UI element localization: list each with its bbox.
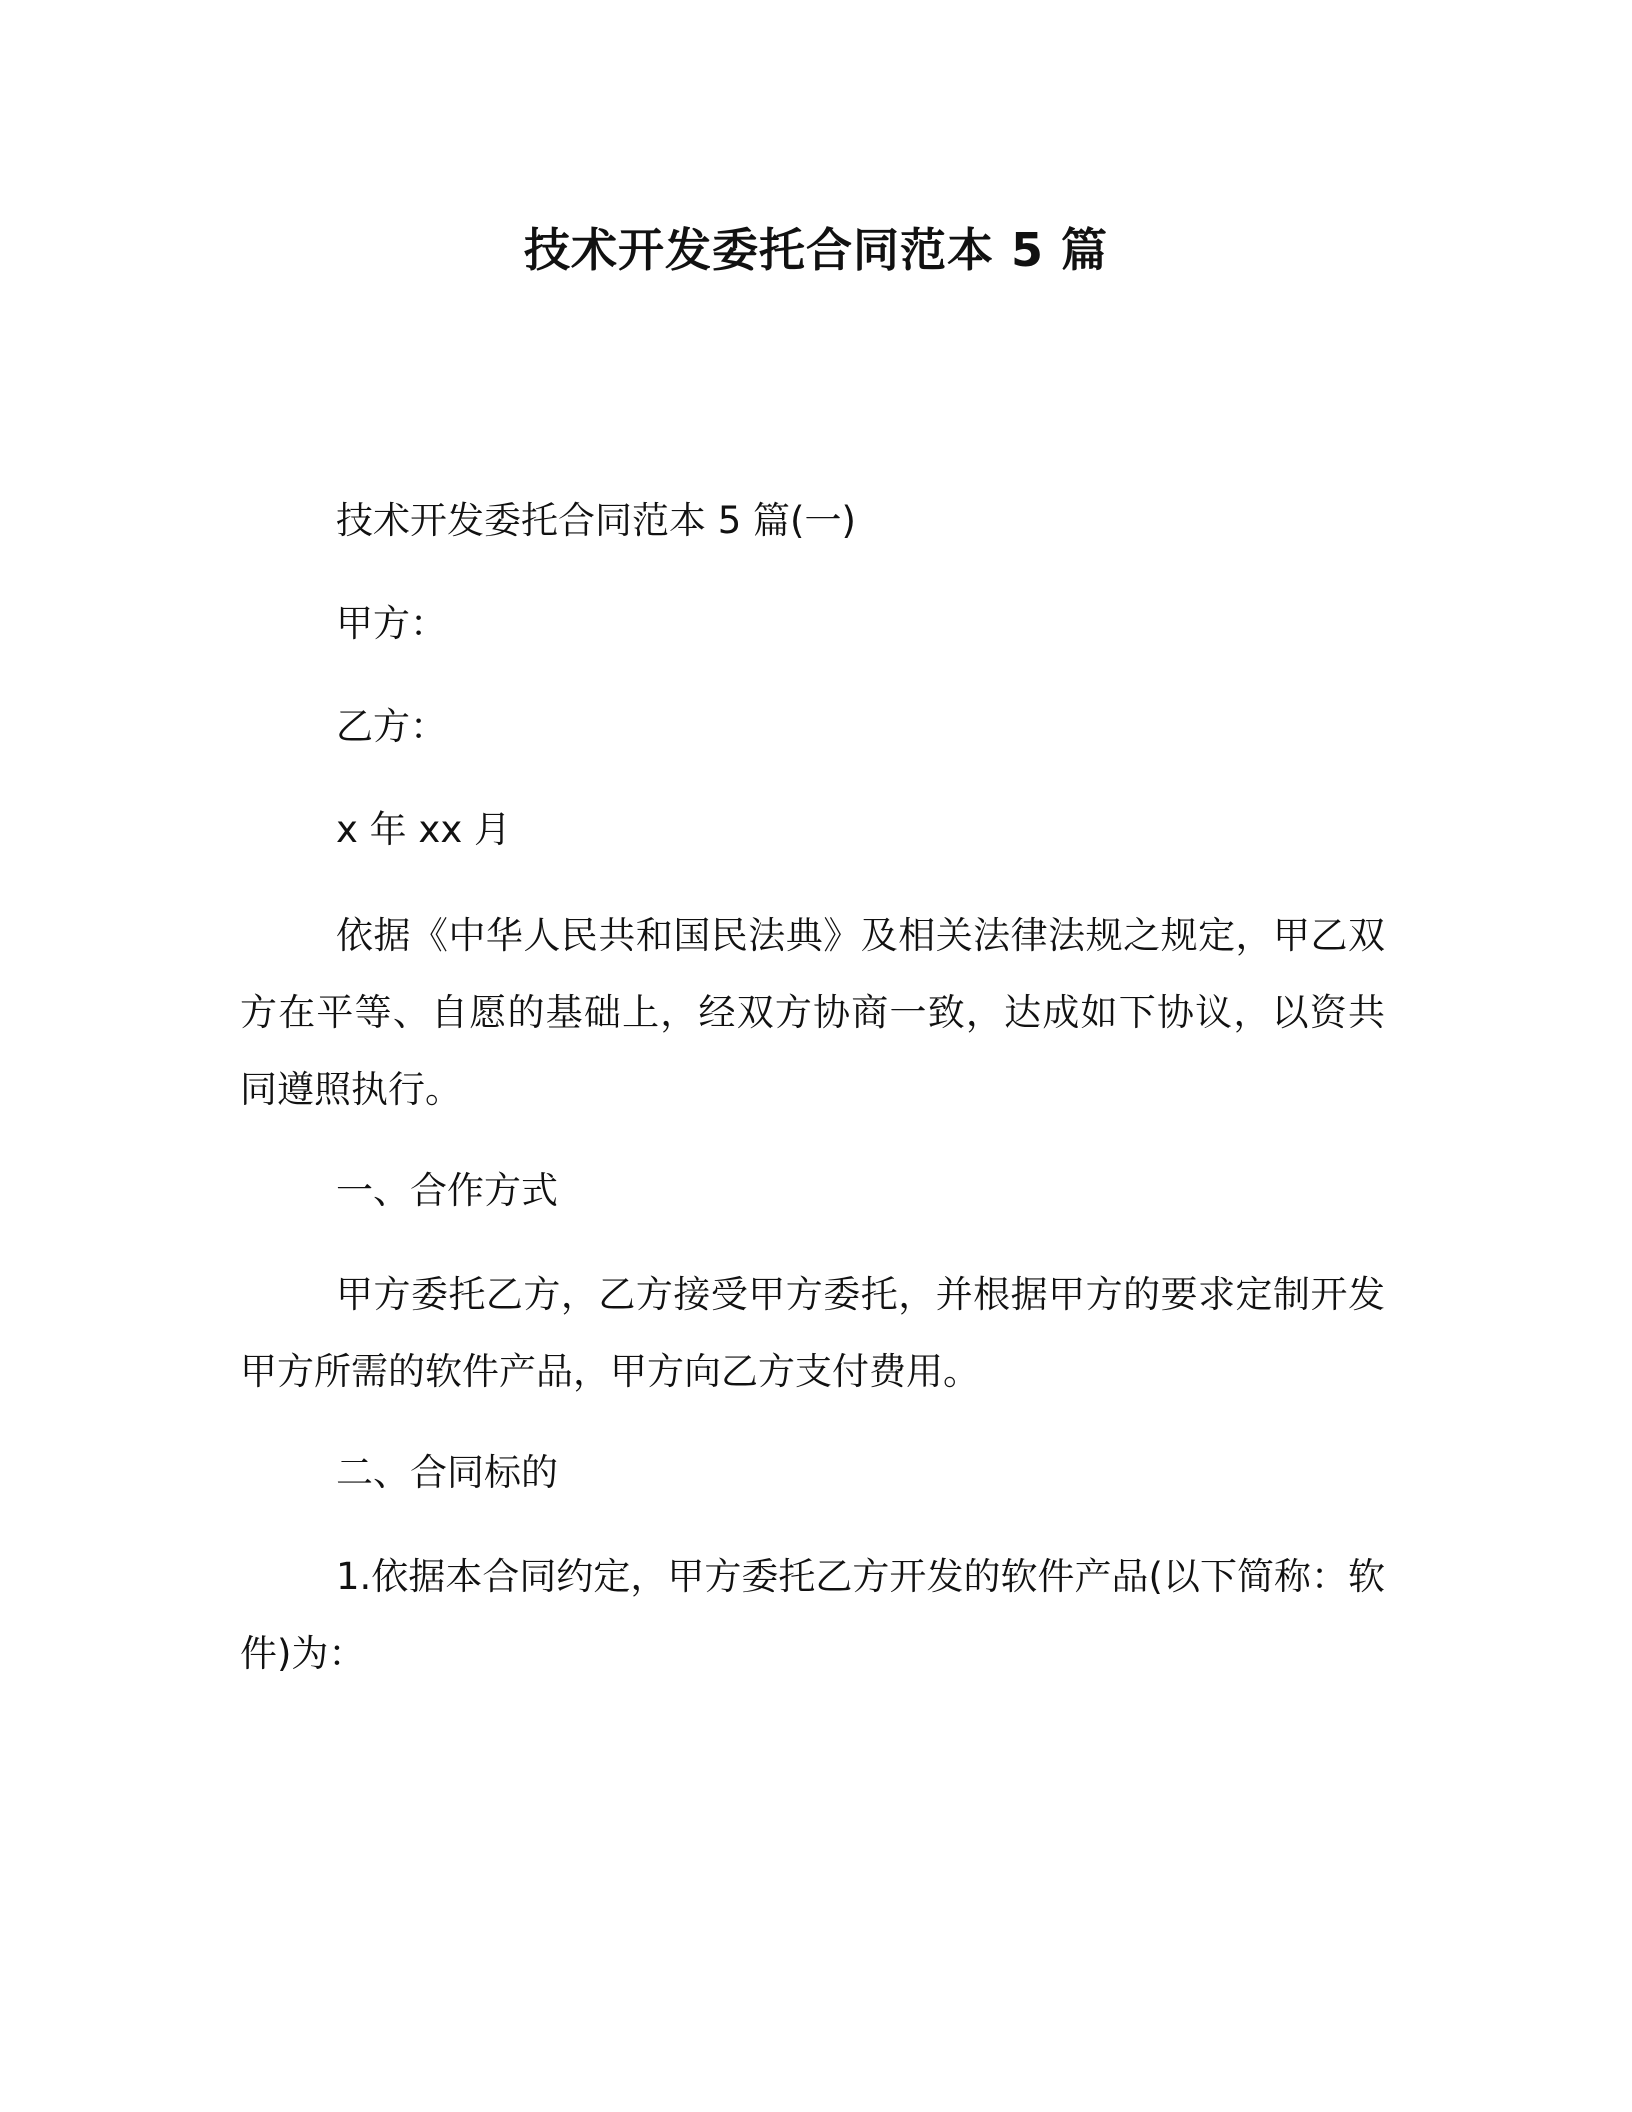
contract-subtitle: 技术开发委托合同范本 5 篇(一): [336, 499, 856, 542]
section-1-paragraph: 甲方委托乙方，乙方接受甲方委托，并根据甲方的要求定制开发甲方所需的软件产品，甲方向乙方支付费用。: [240, 1273, 1385, 1393]
section-2-heading: 二、合同标的: [336, 1451, 558, 1494]
preamble-paragraph: 依据《中华人民共和国民法典》及相关法律法规之规定，甲乙双方在平等、自愿的基础上，经双方协商一致，达成如下协议，以资共同遵照执行。: [240, 914, 1385, 1111]
section-2-item-1: 1.依据本合同约定，甲方委托乙方开发的软件产品(以下简称：软件)为：: [240, 1555, 1385, 1675]
party-a-label: 甲方：: [336, 602, 447, 645]
document-title: 技术开发委托合同范本 5 篇: [523, 223, 1109, 277]
section-1-heading: 一、合作方式: [336, 1169, 558, 1212]
date-line: x 年 xx 月: [336, 808, 511, 851]
party-b-label: 乙方：: [336, 705, 447, 748]
